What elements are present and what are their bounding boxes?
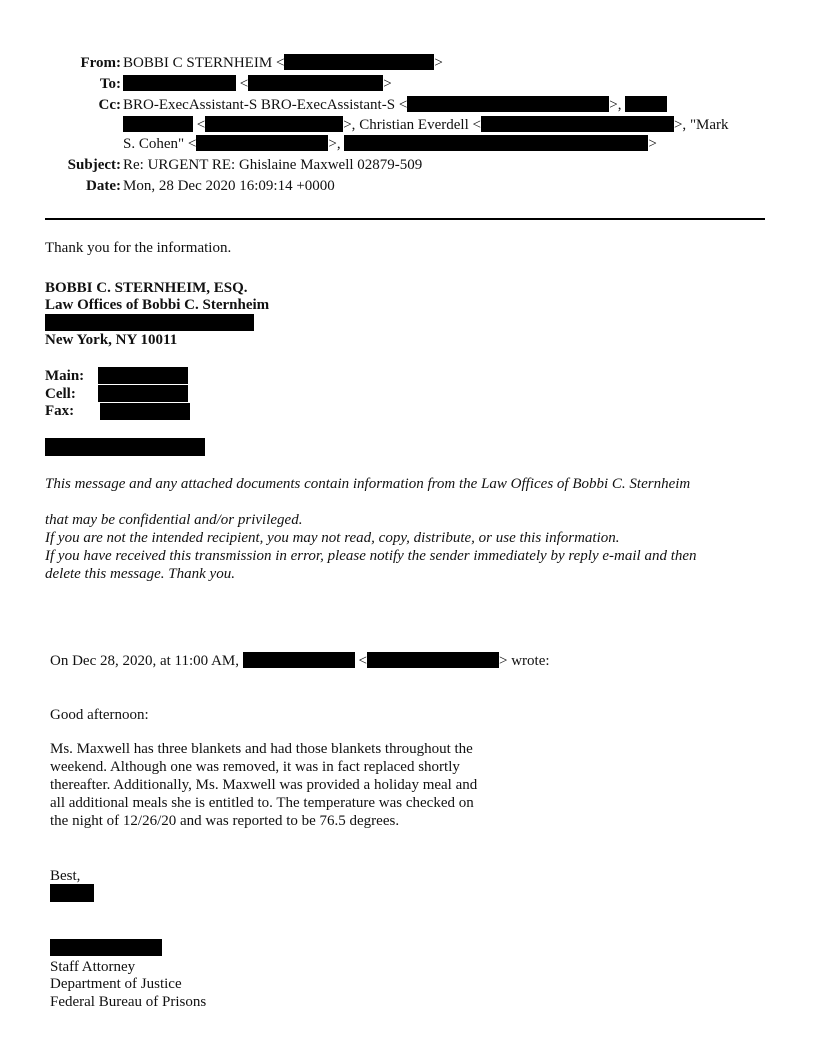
paragraph-line: weekend. Although one was removed, it was in fact replaced shortly [50, 759, 460, 775]
divider [45, 218, 765, 220]
from-field: BOBBI C STERNHEIM < > [123, 55, 443, 71]
closing: Best, [50, 868, 81, 884]
fax-label: Fax: [45, 403, 75, 419]
paragraph-line: the night of 12/26/20 and was reported to be 76.5 degrees. [50, 813, 400, 829]
redaction [625, 96, 667, 112]
sender-title: Staff Attorney [50, 959, 136, 975]
redaction [243, 652, 355, 668]
sender-agency: Federal Bureau of Prisons [50, 994, 207, 1010]
wrote-text: wrote: [511, 653, 550, 669]
disclaimer-line: If you are not the intended recipient, you may not read, copy, distribute, or use this information. [45, 530, 620, 546]
disclaimer-line: that may be confidential and/or privileged. [45, 512, 303, 528]
from-name: BOBBI C STERNHEIM [123, 55, 273, 71]
paragraph-line: Ms. Maxwell has three blankets and had those blankets throughout the [50, 741, 473, 757]
redaction [205, 116, 343, 132]
cc-line-2: < >, Christian Everdell < >, "Mark [123, 116, 729, 134]
subject-value: Re: URGENT RE: Ghislaine Maxwell 02879-509 [123, 157, 423, 173]
redaction [123, 75, 236, 91]
redaction [284, 54, 434, 70]
main-label: Main: [45, 368, 85, 384]
disclaimer-line: delete this message. Thank you. [45, 566, 235, 582]
greeting: Good afternoon: [50, 707, 149, 723]
reply-text: Thank you for the information. [45, 240, 232, 256]
signature-name: BOBBI C. STERNHEIM, ESQ. [45, 280, 248, 296]
redaction [344, 135, 648, 151]
disclaimer-line: If you have received this transmission in error, please notify the sender immediately by reply e-mail and then [45, 548, 697, 564]
paragraph-line: all additional meals she is entitled to. The temperature was checked on [50, 795, 474, 811]
cell-label: Cell: [45, 386, 76, 402]
redaction [407, 96, 609, 112]
from-label: From: [80, 55, 121, 71]
redaction [50, 939, 162, 956]
cc-name: "Mark [689, 117, 729, 133]
disclaimer-line: This message and any attached documents contain information from the Law Offices of Bobbi C. Sternheim [45, 476, 691, 492]
cc-line-3: S. Cohen" < >, > [123, 136, 657, 152]
signature-firm: Law Offices of Bobbi C. Sternheim [45, 297, 270, 313]
paragraph-line: thereafter. Additionally, Ms. Maxwell was provided a holiday meal and [50, 777, 478, 793]
cc-label: Cc: [98, 97, 121, 113]
cc-line-1: BRO-ExecAssistant-S BRO-ExecAssistant-S < >, [123, 96, 667, 114]
redaction [481, 116, 674, 132]
cc-name: BRO-ExecAssistant-S BRO-ExecAssistant-S [123, 97, 396, 113]
quote-date: On Dec 28, 2020, at 11:00 AM, [50, 653, 240, 669]
redaction [123, 116, 193, 132]
date-label: Date: [86, 178, 121, 194]
redaction [367, 652, 499, 668]
redaction [98, 385, 188, 402]
redaction [100, 403, 190, 420]
redaction [98, 367, 188, 384]
redaction [196, 135, 328, 151]
redaction [45, 438, 205, 456]
sender-department: Department of Justice [50, 976, 182, 992]
redaction [248, 75, 383, 91]
quote-intro: On Dec 28, 2020, at 11:00 AM, < > wrote: [50, 653, 550, 669]
redaction [45, 314, 254, 331]
subject-label: Subject: [67, 157, 121, 173]
redaction [50, 884, 94, 902]
signature-city: New York, NY 10011 [45, 332, 178, 348]
cc-name: S. Cohen" [123, 136, 185, 152]
to-field: < > [123, 75, 392, 93]
date-value: Mon, 28 Dec 2020 16:09:14 +0000 [123, 178, 335, 194]
to-label: To: [99, 76, 121, 92]
cc-name: Christian Everdell [359, 117, 469, 133]
